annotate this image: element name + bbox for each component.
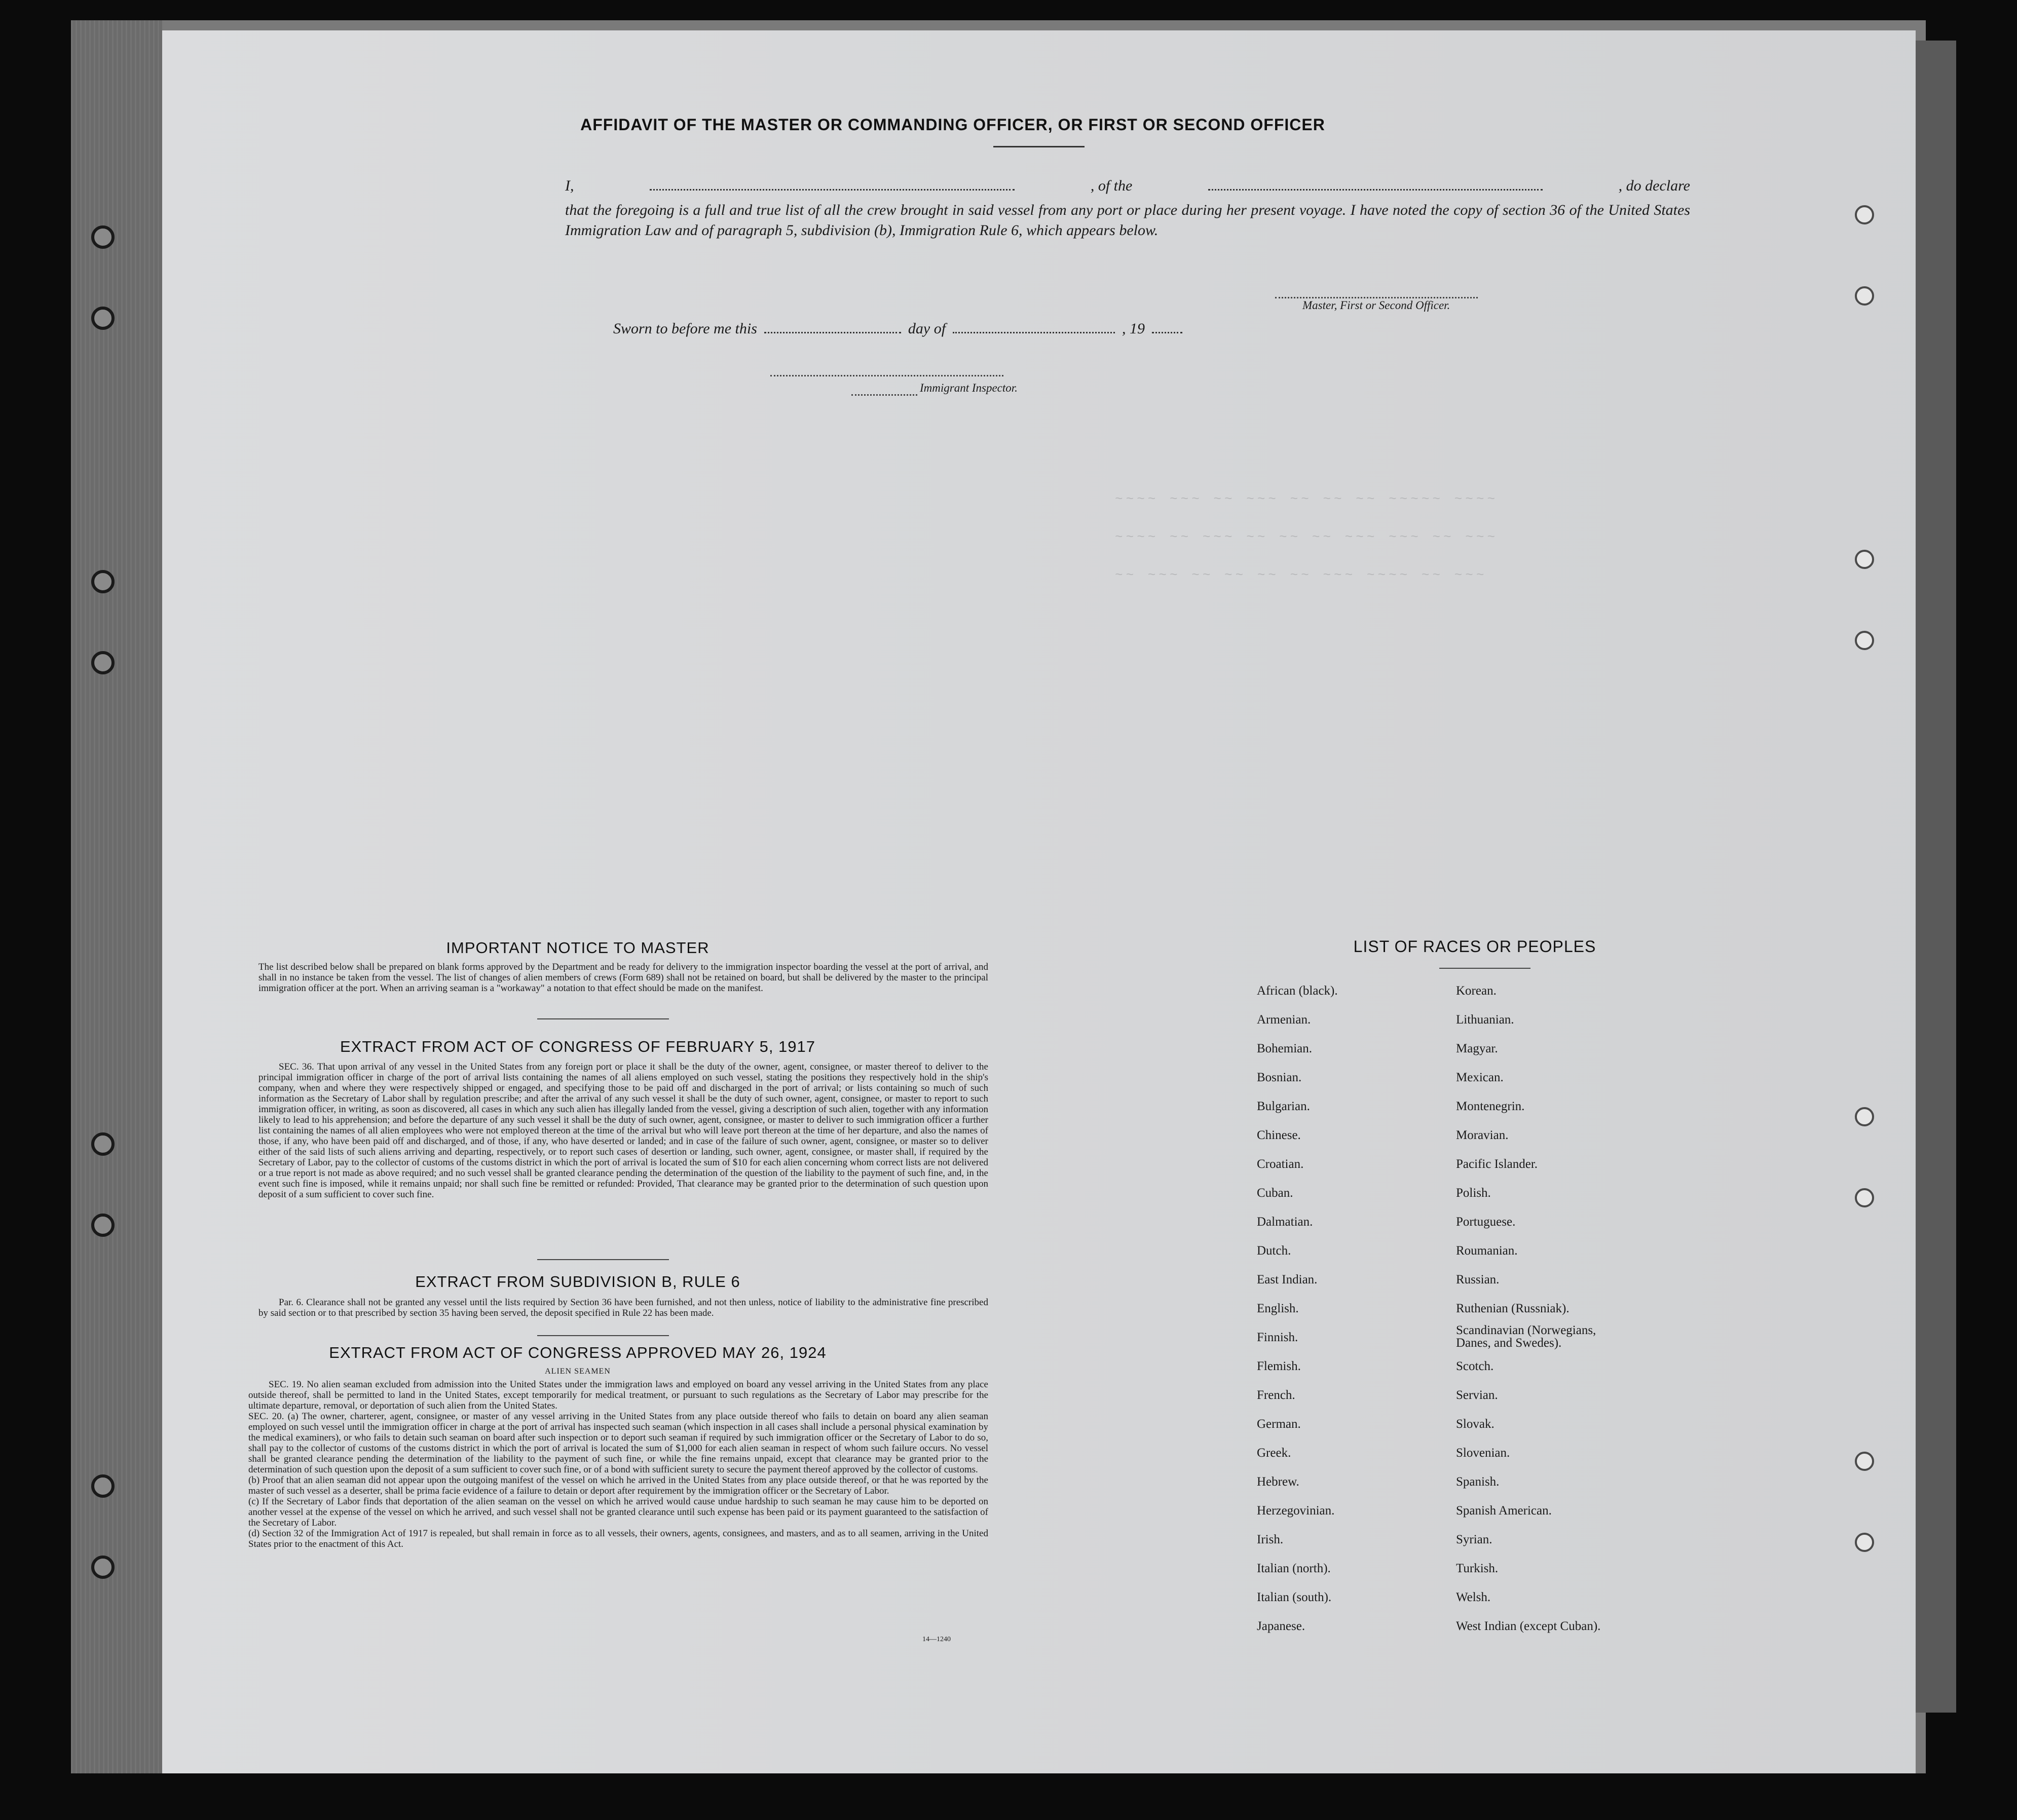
race-item: Magyar.: [1456, 1042, 1498, 1055]
bleed-through-text: ~~~~ ~~ ~~~ ~~ ~~ ~~ ~~~ ~~~ ~~ ~~~: [1115, 529, 1499, 545]
race-item: Portuguese.: [1456, 1215, 1516, 1229]
race-item: Mexican.: [1456, 1071, 1504, 1084]
race-item: Welsh.: [1456, 1590, 1491, 1604]
race-item: Servian.: [1456, 1388, 1498, 1402]
race-item: Armenian.: [1257, 1013, 1311, 1027]
master-signature-line[interactable]: [1275, 297, 1478, 298]
punch-hole-icon: [91, 1214, 115, 1237]
punch-hole-icon: [91, 225, 115, 249]
subdivision-b-title: EXTRACT FROM SUBDIVISION B, RULE 6: [415, 1273, 740, 1291]
sworn-day-field[interactable]: [764, 332, 901, 333]
extract-1917-text: SEC. 36. That upon arrival of any vessel in the United States from any foreign port or place it shall be the duty of the owner, agent, consignee, or master thereof to deliver to the principal immigration officer in charge of the port of arrival lists containing the names of all aliens employed on such vessel, stating the positions they respectively hold in the ship's company, when and where they were respectively shipped or engaged, and specifying those to be paid off and discharged in the port of arrival; or lists containing so much of such information as the Secretary of Labor shall by regulation prescribe; and after the arrival of any such vessel it shall be the duty of such owner, agent, consignee, or master to report to such immigration officer, in writing, as soon as discovered, all cases in which any such alien has illegally landed from the vessel, giving a description of such alien, together with any information likely to lead to his apprehension; and before the departure of any such vessel it shall be the duty of such owner, agent, consignee, or master to deliver to such immigration officer a further list containing the names of all alien employees who were not employed thereon at the time of the arrival but who will leave port thereon at the time of her departure, and also the names of those, if any, who have been paid off and discharged, and of those, if any, who have deserted or landed; and in case of the failure of such owner, agent, consignee, or master so to deliver either of the said lists of such aliens arriving and departing, respectively, or to report such cases of desertion or landing, such owner, agent, consignee, or master shall, if required by the Secretary of Labor, pay to the collector of customs of the customs district in which the port of arrival is located the sum of $10 for each alien concerning whom correct lists are not delivered or a true report is not made as above required; and no such vessel shall be granted clearance pending the determination of the question of the liability to the payment of such fine, and, in the event such fine is imposed, while it remains unpaid; nor shall such fine be remitted or refunded: Provided, That clearance may be granted prior to the determination of such question upon deposit of a sum sufficient to cover such fine.: [258, 1061, 988, 1200]
master-signature-label: Master, First or Second Officer.: [1302, 299, 1450, 312]
punch-hole-icon: [1855, 550, 1874, 569]
bleed-through-text: ~~ ~~~ ~~ ~~ ~~ ~~ ~~~ ~~~~ ~~ ~~~: [1115, 567, 1487, 583]
race-item: Flemish.: [1257, 1359, 1301, 1373]
punch-hole-icon: [91, 651, 115, 674]
inspector-signature-line[interactable]: [770, 375, 1003, 376]
sworn-year-field[interactable]: [1152, 332, 1182, 333]
punch-hole-icon: [91, 307, 115, 330]
race-item: Japanese.: [1257, 1619, 1305, 1633]
race-item: Turkish.: [1456, 1562, 1499, 1575]
race-item: Croatian.: [1257, 1157, 1304, 1171]
section-divider: [537, 1259, 669, 1260]
section-divider: [537, 1335, 669, 1336]
race-item: Finnish.: [1257, 1331, 1298, 1344]
race-item: Russian.: [1456, 1273, 1500, 1286]
affidavit-title: AFFIDAVIT OF THE MASTER OR COMMANDING OFFICER, OR FIRST OR SECOND OFFICER: [580, 116, 1325, 134]
extract-1924-text: SEC. 19. No alien seaman excluded from admission into the United States under the immigration laws and employed on board any vessel arriving in the United States from any place outside thereof, shall be permitted to land in the United States, except temporarily for medical treatment, or pursuant to such regulations as the Secretary of Labor may prescribe for the ultimate departure, removal, or deportation of such alien from the United States. SEC. 20. (a) The owner, charterer, agent, consignee, or master of any vessel arriving in the United States from any place outside thereof who fails to detain on board any alien seaman employed on such vessel until the immigration officer in charge at the port of arrival has inspected such seaman (which inspection in all cases shall include a personal physical examination by the medical examiners), or who fails to detain such seaman on board after such inspection or to deport such seaman if required by such immigration officer or the Secretary of Labor to do so, shall pay to the collector of customs of the customs district in which the port of arrival is located the sum of $1,000 for each alien seaman in respect of whom such failure occurs. No vessel shall be granted clearance pending the determination of the liability to the payment of such fine, or while the fine remains unpaid, except that clearance may be granted prior to the determination of such question upon the deposit of a sum sufficient to cover such fine, or of a bond with sufficient surety to secure the payment thereof approved by the collector of customs. (b) Proof that an alien seaman did not appear upon the outgoing manifest of the vessel on which he arrived in the United States from any place outside thereof, or that he was reported by the master of such vessel as a deserter, shall be prima facie evidence of a failure to detain or deport after requirement by the immigration officer or the Secretary of Labor. (c) If the Secretary of Labor finds that deportation of the alien seaman on the vessel on which he arrived would cause undue hardship to such seaman he may cause him to be deported on another vessel at the expense of the vessel on which he arrived, and such vessel shall not be granted clearance until such expense has been paid or its payment guaranteed to the satisfaction of the Secretary of Labor. (d) Section 32 of the Immigration Act of 1917 is repealed, but shall remain in force as to all vessels, their owners, agents, consignees, and masters, and as to all seamen, arriving in the United States prior to the enactment of this Act.: [248, 1379, 988, 1549]
race-item: Slovak.: [1456, 1417, 1495, 1431]
race-item: Italian (south).: [1257, 1590, 1332, 1604]
race-item: Bohemian.: [1257, 1042, 1313, 1055]
inspector-signature-label: Immigrant Inspector.: [920, 382, 1018, 394]
race-item: Bulgarian.: [1257, 1099, 1310, 1113]
race-item: Cuban.: [1257, 1186, 1293, 1200]
race-item: Chinese.: [1257, 1128, 1301, 1142]
punch-hole-icon: [91, 570, 115, 593]
punch-hole-icon: [91, 1556, 115, 1579]
race-item: German.: [1257, 1417, 1301, 1431]
race-item: Scotch.: [1456, 1359, 1494, 1373]
day-of-label: day of: [908, 320, 946, 337]
race-item: English.: [1257, 1302, 1299, 1315]
extract-1917-title: EXTRACT FROM ACT OF CONGRESS OF FEBRUARY 5, 1917: [340, 1038, 816, 1055]
race-item: Dalmatian.: [1257, 1215, 1313, 1229]
alien-seamen-subtitle: ALIEN SEAMEN: [545, 1367, 611, 1376]
punch-hole-icon: [1855, 1452, 1874, 1471]
race-item: Spanish.: [1456, 1475, 1500, 1489]
race-item: Ruthenian (Russniak).: [1456, 1302, 1570, 1315]
title-underline: [993, 146, 1085, 147]
form-number: 14—1240: [922, 1636, 951, 1643]
race-item: Herzegovinian.: [1257, 1504, 1335, 1518]
race-item: East Indian.: [1257, 1273, 1318, 1286]
race-item: Bosnian.: [1257, 1071, 1302, 1084]
race-item: Slovenian.: [1456, 1446, 1510, 1460]
race-item: Spanish American.: [1456, 1504, 1552, 1518]
race-item: Italian (north).: [1257, 1562, 1331, 1575]
race-item: French.: [1257, 1388, 1295, 1402]
year-label: , 19: [1122, 320, 1145, 337]
race-item: Scandinavian (Norwegians, Danes, and Swedes).: [1456, 1323, 1596, 1350]
race-item: African (black).: [1257, 984, 1338, 998]
bleed-through-text: ~~~~ ~~~ ~~ ~~~ ~~ ~~ ~~ ~~~~~ ~~~~: [1115, 491, 1499, 507]
punch-hole-icon: [1855, 286, 1874, 306]
declarant-label: I,: [565, 177, 574, 194]
race-item: Pacific Islander.: [1456, 1157, 1538, 1171]
declare-label: , do declare: [1618, 177, 1690, 194]
title-underline: [1439, 968, 1530, 969]
punch-hole-icon: [1855, 205, 1874, 224]
race-item: Moravian.: [1456, 1128, 1509, 1142]
races-title: LIST OF RACES OR PEOPLES: [1353, 937, 1596, 956]
punch-hole-icon: [91, 1132, 115, 1156]
inspector-signature-subline: [851, 394, 917, 396]
notice-title: IMPORTANT NOTICE TO MASTER: [446, 939, 709, 957]
race-item: Polish.: [1456, 1186, 1491, 1200]
sworn-label: Sworn to before me this: [613, 320, 757, 337]
punch-hole-icon: [1855, 1107, 1874, 1126]
document-page: [162, 30, 1916, 1773]
race-item: Hebrew.: [1257, 1475, 1299, 1489]
subdivision-b-text: Par. 6. Clearance shall not be granted any vessel until the lists required by Section 36 have been furnished, and not then unless, notice of liability to the administrative fine prescribed by said section or to that prescribed by section 35 having been served, the deposit specified in Rule 22 has been made.: [258, 1297, 988, 1318]
vessel-name-field[interactable]: [1208, 189, 1543, 191]
race-item: Roumanian.: [1456, 1244, 1518, 1258]
punch-hole-icon: [1855, 1533, 1874, 1552]
race-item: Lithuanian.: [1456, 1013, 1514, 1027]
race-item: Greek.: [1257, 1446, 1291, 1460]
race-item: Syrian.: [1456, 1533, 1492, 1546]
vessel-label: , of the: [1090, 177, 1133, 194]
notice-text: The list described below shall be prepared on blank forms approved by the Department and be ready for delivery to the immigration inspector boarding the vessel at the port of arrival, and shall in no instance be taken from the vessel. The list of changes of alien members of crews (Form 689) shall not be retained on board, but shall be delivered by the master to the principal immigration officer at the port. When an arriving seaman is a "workaway" a notation to that effect should be made on the manifest.: [258, 962, 988, 994]
declarant-name-field[interactable]: [650, 189, 1015, 191]
sworn-month-field[interactable]: [953, 332, 1115, 333]
race-item: Dutch.: [1257, 1244, 1291, 1258]
binder-strip: [71, 20, 162, 1773]
punch-hole-icon: [91, 1474, 115, 1498]
section-divider: [537, 1018, 669, 1019]
punch-hole-icon: [1855, 1188, 1874, 1207]
race-item: Montenegrin.: [1456, 1099, 1525, 1113]
race-item: Irish.: [1257, 1533, 1284, 1546]
race-item: Korean.: [1456, 984, 1497, 998]
affidavit-body: that the foregoing is a full and true list of all the crew brought in said vessel from any port or place during her present voyage. I have noted the copy of section 36 of the United States Immigration Law and of paragraph 5, subdivision (b), Immigration Rule 6, which appears below.: [565, 202, 1690, 239]
punch-hole-icon: [1855, 631, 1874, 650]
race-item: West Indian (except Cuban).: [1456, 1619, 1601, 1633]
extract-1924-title: EXTRACT FROM ACT OF CONGRESS APPROVED MAY 26, 1924: [329, 1344, 827, 1361]
